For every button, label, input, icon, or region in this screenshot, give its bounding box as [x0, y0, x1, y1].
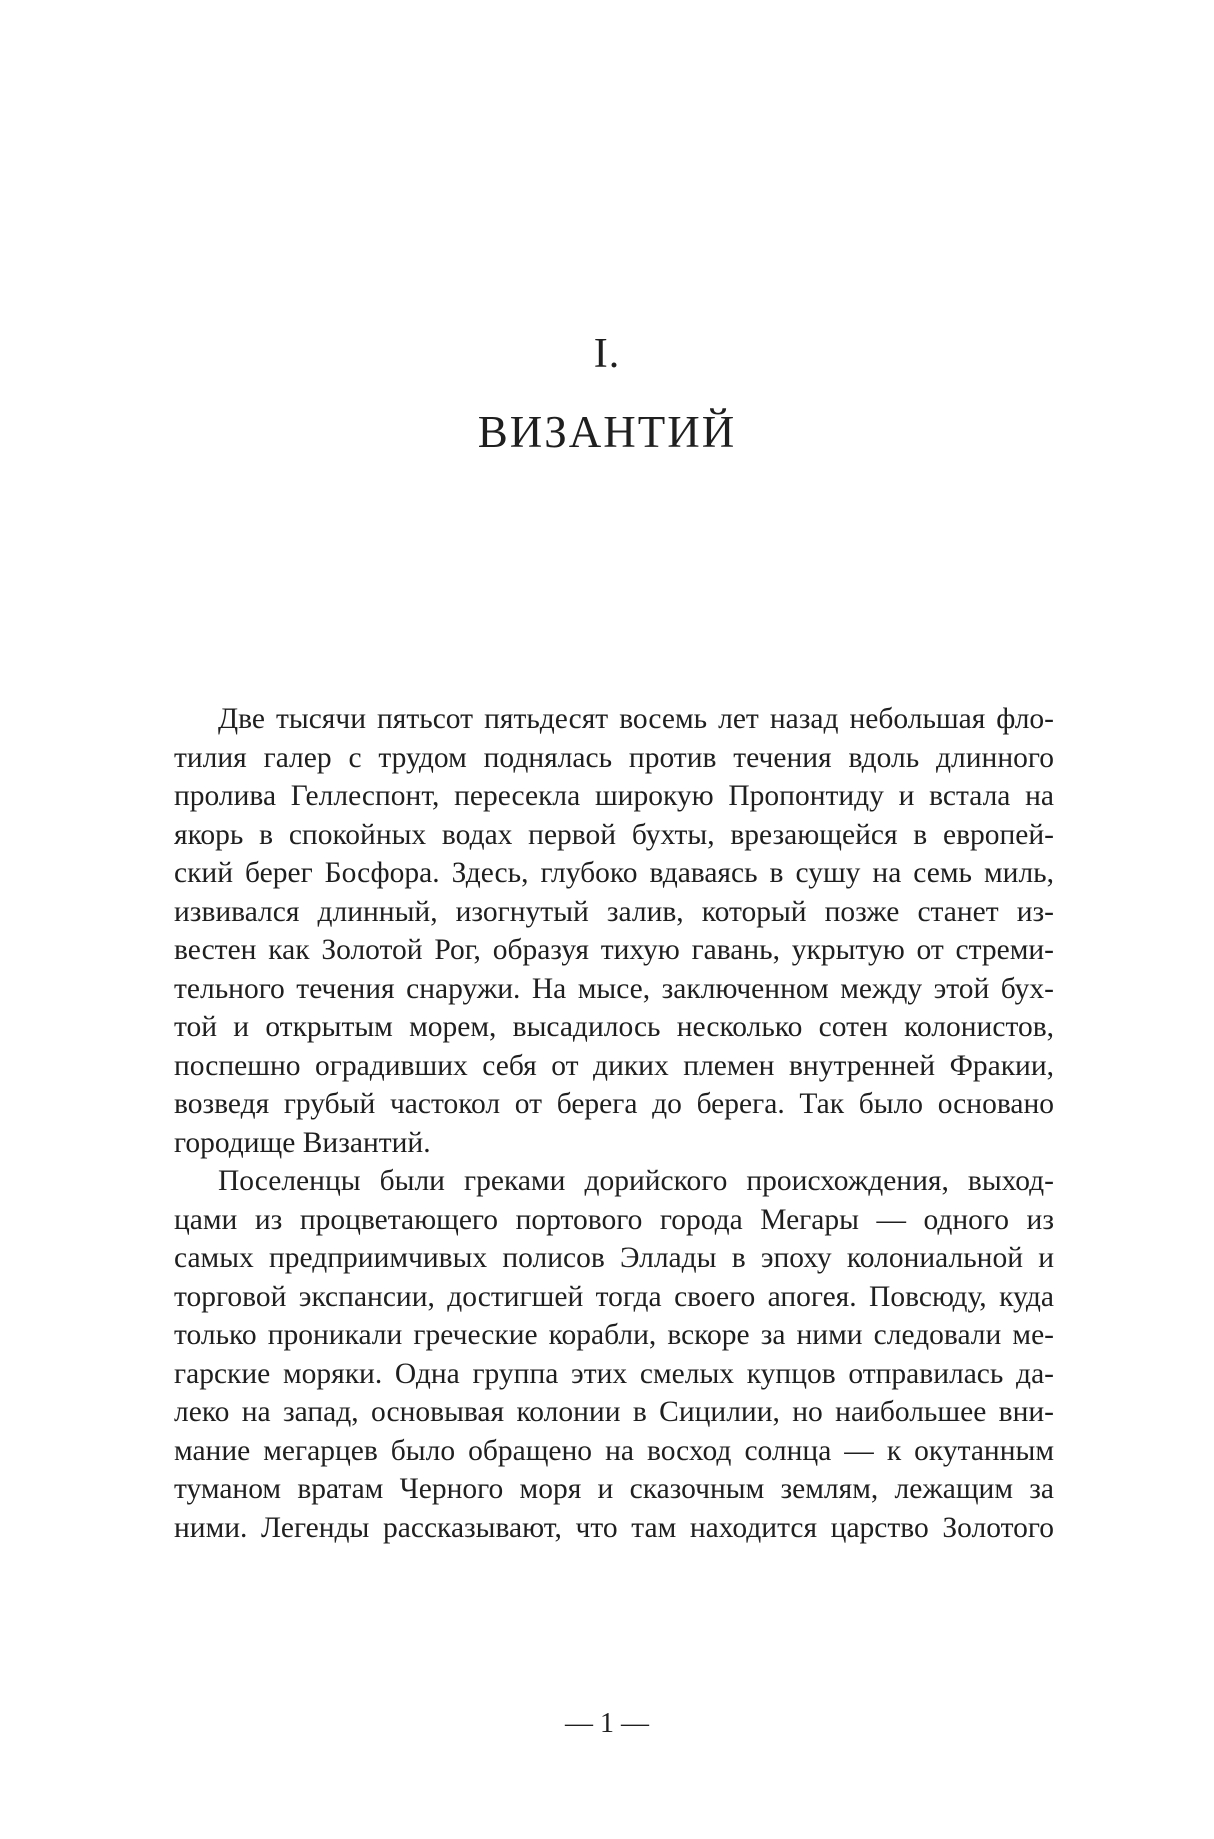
text-line: извивался длинный, изогнутый залив, который позже станет из-	[174, 895, 1054, 928]
text-line: торговой экспансии, достигшей тогда своего апогея. Повсюду, куда	[174, 1280, 1054, 1313]
text-line: той и открытым морем, высадилось несколько сотен колонистов,	[174, 1011, 1054, 1043]
text-line: пролива Геллеспонт, пересекла широкую Пропонтиду и встала на	[174, 780, 1054, 812]
text-line: возведя грубый частокол от берега до берега. Так было основано	[174, 1088, 1054, 1120]
text-line: самых предприимчивых полисов Эллады в эпоху колониальной и	[174, 1242, 1054, 1274]
page-number: — 1 —	[565, 1708, 649, 1739]
paragraph-2	[174, 1162, 1054, 1547]
body-text	[174, 700, 1054, 1547]
text-line: ский берег Босфора. Здесь, глубоко вдаваясь в сушу на семь миль,	[174, 857, 1054, 889]
text-line: ними. Легенды рассказывают, что там находится царство Золотого	[174, 1511, 1054, 1544]
text-line: тилия галер с трудом поднялась против течения вдоль длинного	[174, 741, 1054, 774]
text-line: Две тысячи пятьсот пятьдесят восемь лет назад небольшая фло-	[218, 703, 1054, 735]
text-line: гарские моряки. Одна группа этих смелых купцов отправилась да-	[174, 1357, 1054, 1390]
paragraph-1	[174, 700, 1054, 1162]
text-line: тельного течения снаружи. На мысе, заключенном между этой бух-	[174, 972, 1054, 1005]
text-line: городище Византий.	[174, 1126, 431, 1159]
text-line: вестен как Золотой Рог, образуя тихую гавань, укрытую от стреми-	[174, 934, 1054, 966]
text-line: туманом вратам Черного моря и сказочным землям, лежащим за	[174, 1473, 1054, 1505]
text-line: цами из процветающего портового города Мегары — одного из	[174, 1203, 1054, 1236]
text-line: мание мегарцев было обращено на восход солнца — к окутанным	[174, 1434, 1054, 1467]
text-line: леко на запад, основывая колонии в Сицилии, но наибольшее вни-	[174, 1396, 1054, 1428]
chapter-title: ВИЗАНТИЙ	[477, 407, 737, 457]
chapter-number: I.	[593, 331, 621, 377]
text-line: якорь в спокойных водах первой бухты, врезающейся в европей-	[174, 818, 1054, 851]
text-line: Поселенцы были греками дорийского происхождения, выход-	[218, 1165, 1054, 1197]
text-line: поспешно оградивших себя от диких племен внутренней Фракии,	[174, 1049, 1054, 1082]
text-line: только проникали греческие корабли, вскоре за ними следовали ме-	[174, 1319, 1054, 1351]
